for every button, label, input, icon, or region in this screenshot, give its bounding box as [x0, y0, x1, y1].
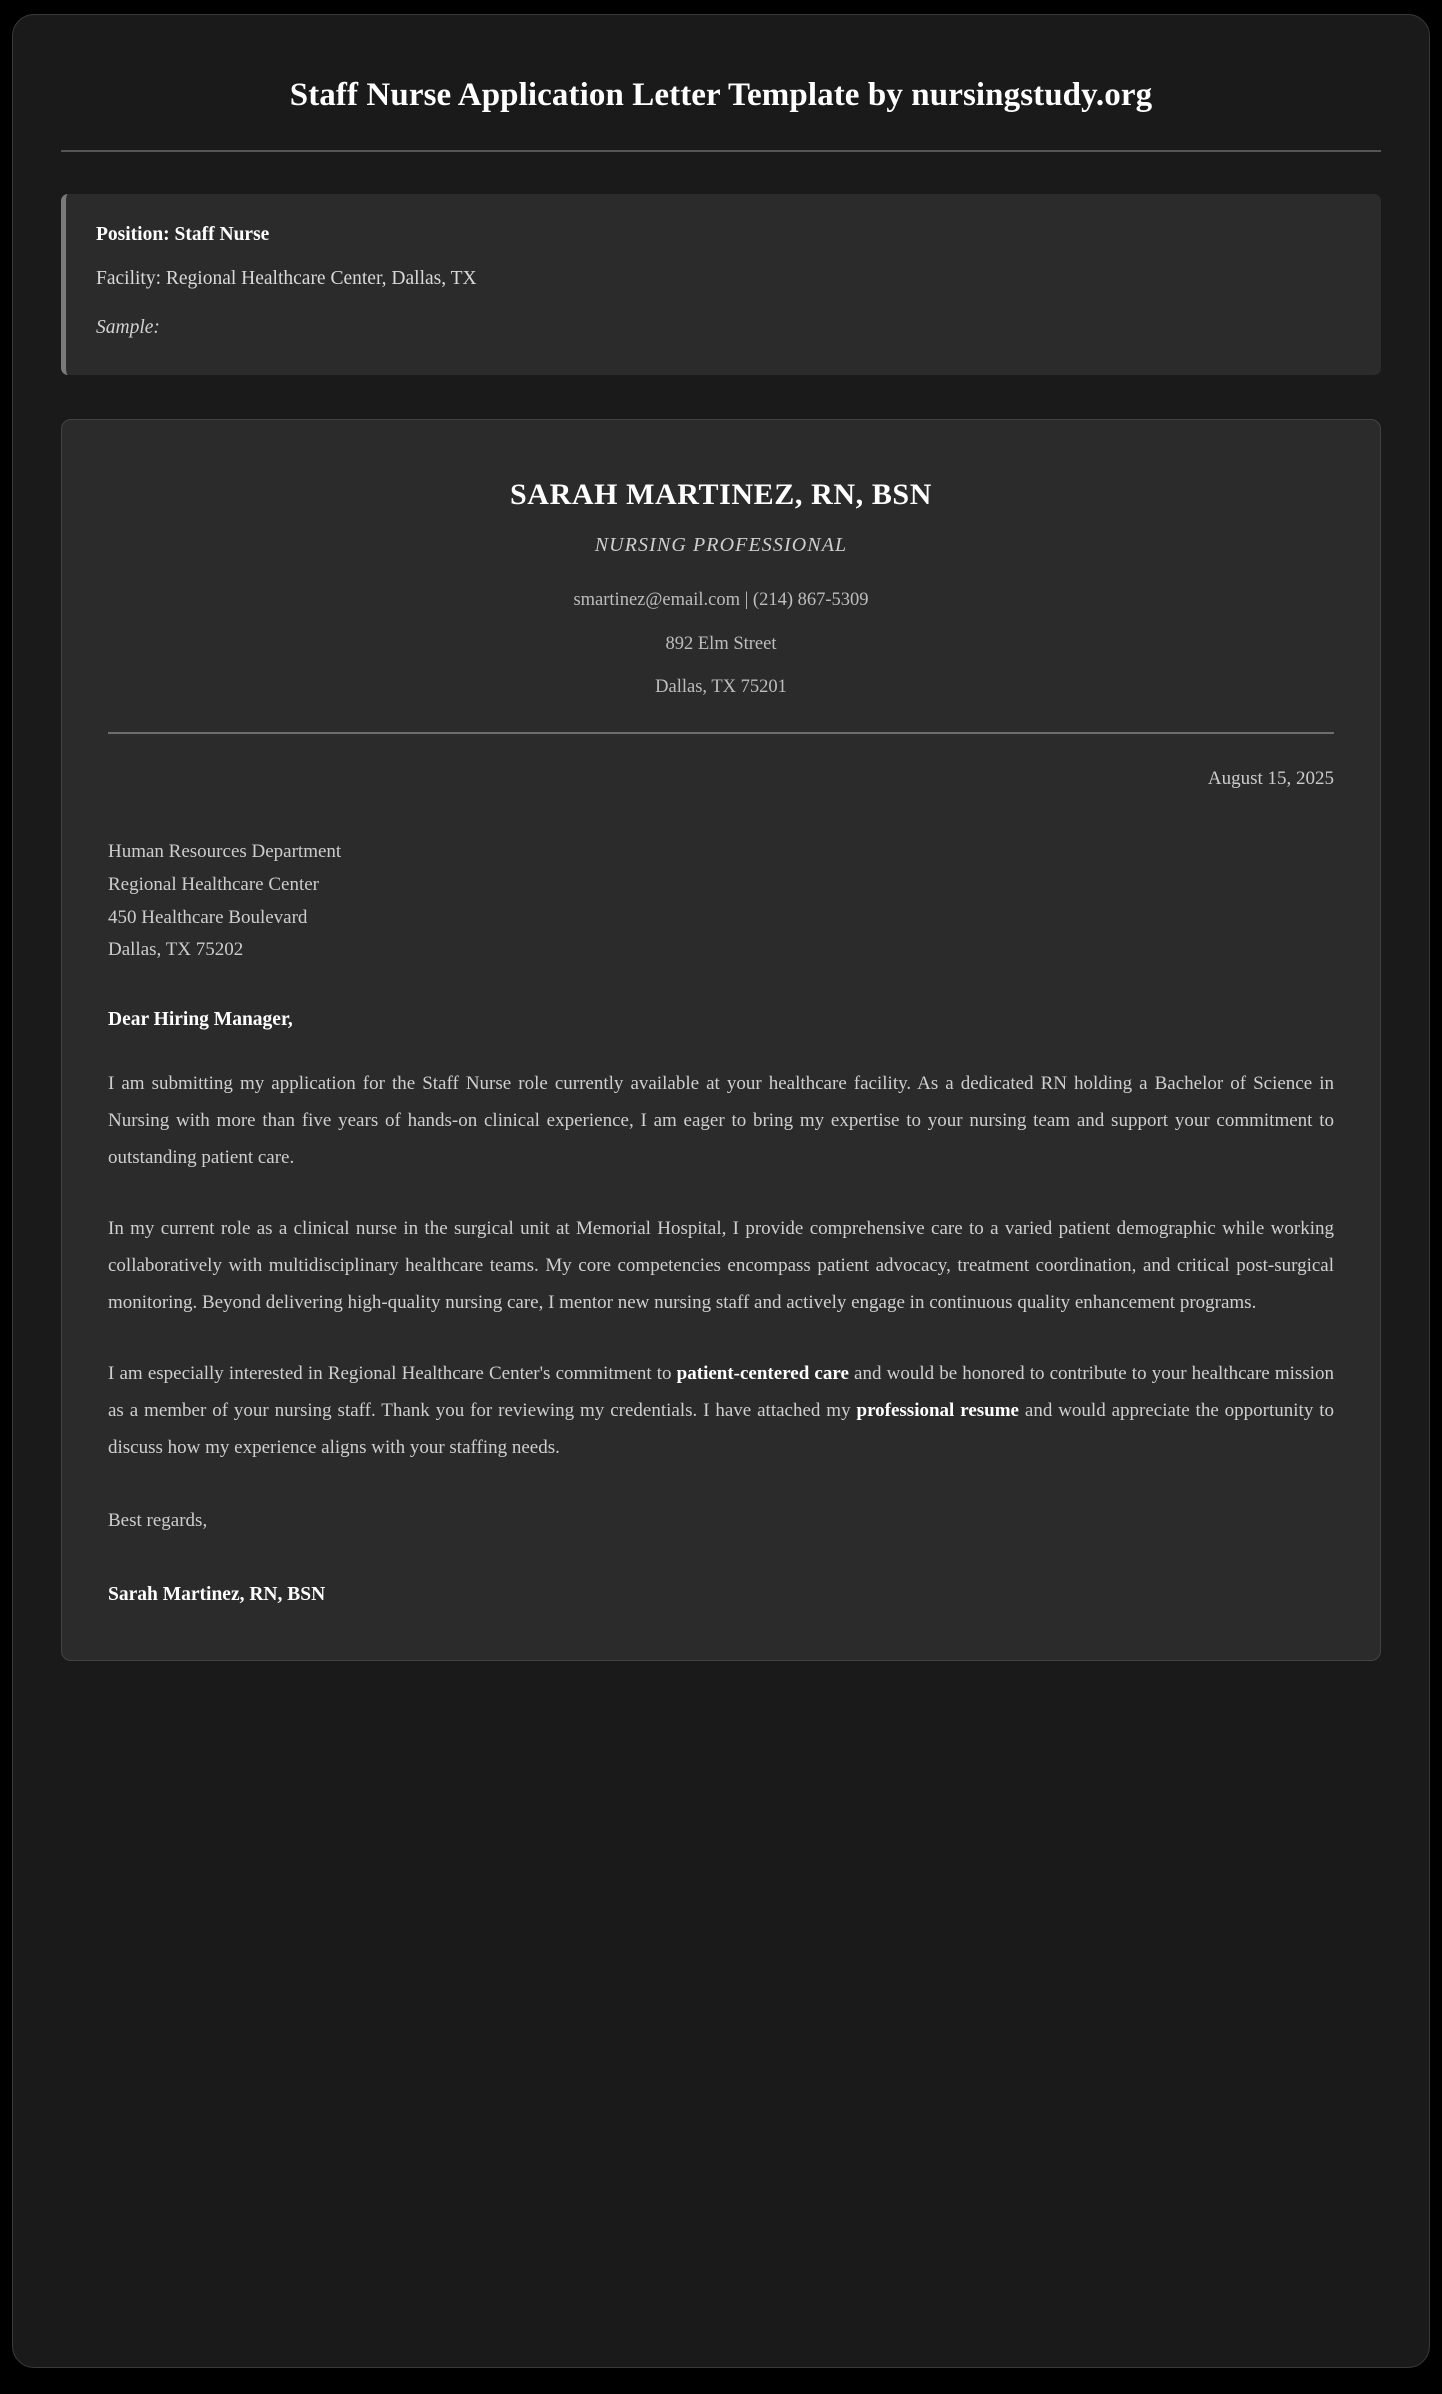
recipient-line: Regional Healthcare Center [108, 873, 320, 895]
position-value: Staff Nurse [174, 224, 270, 246]
body-paragraph-1: I am submitting my application for the Staff Nurse role currently available at your healthcare facility. As a dedicated RN holding a Bachelor of Science in Nursing with more than five years of hands-on clinical experience, I am eager to bring my expertise to your nursing team and support your commitment to outstanding patient care. [108, 1072, 1334, 1168]
sender-subtitle: NURSING PROFESSIONAL [594, 533, 848, 556]
salutation: Dear Hiring Manager, [108, 1008, 293, 1030]
letterhead [108, 464, 1334, 734]
closing-line: Best regards, [108, 1510, 208, 1532]
sender-name: SARAH MARTINEZ, RN, BSN [510, 477, 932, 511]
sender-city-state-zip: Dallas, TX 75201 [655, 677, 787, 698]
paragraph-3-segment-1: I am especially interested in Regional Healthcare Center's commitment to [108, 1363, 677, 1385]
sender-street: 892 Elm Street [665, 633, 777, 654]
document-header [61, 49, 1381, 152]
position-label: Position: [96, 224, 170, 246]
document-frame [12, 14, 1430, 2368]
highlight-professional-resume: professional resume [856, 1400, 1019, 1422]
sample-label: Sample: [96, 316, 160, 338]
paragraph-3-segment-3: and would appreciate the opportunity to discuss how my experience aligns with your staffing needs. [108, 1400, 1335, 1459]
recipient-line: 450 Healthcare Boulevard [108, 906, 308, 928]
letter-date: August 15, 2025 [1207, 768, 1334, 790]
position-info-box [61, 194, 1381, 375]
facility-label: Facility: [96, 268, 161, 290]
facility-value: Regional Healthcare Center, Dallas, TX [165, 268, 477, 290]
body-paragraph-2: In my current role as a clinical nurse in the surgical unit at Memorial Hospital, I provide comprehensive care to a varied patient demographic while working collaboratively with multidisciplinary healthcare teams. My core competencies encompass patient advocacy, treatment coordination, and critical post-surgical monitoring. Beyond delivering high-quality nursing care, I mentor new nursing staff and actively engage in continuous quality enhancement programs. [108, 1217, 1334, 1314]
facility-row [96, 264, 1351, 294]
paragraph-3-segment-2: and would be honored to contribute to your healthcare mission as a member of your nursing staff. Thank you for reviewing my credentials. I have attached my [108, 1363, 1334, 1422]
recipient-address [108, 836, 1334, 967]
page-title: Staff Nurse Application Letter Template by nursingstudy.org [289, 77, 1153, 113]
letter-card [61, 419, 1381, 1661]
signature-name: Sarah Martinez, RN, BSN [108, 1584, 326, 1606]
position-row [96, 220, 1351, 250]
sender-contact: smartinez@email.com | (214) 867-5309 [573, 589, 869, 610]
body-paragraph-3 [108, 1355, 1334, 1466]
recipient-line: Dallas, TX 75202 [108, 939, 244, 961]
highlight-patient-centered-care: patient-centered care [676, 1363, 849, 1385]
recipient-line: Human Resources Department [108, 841, 342, 863]
